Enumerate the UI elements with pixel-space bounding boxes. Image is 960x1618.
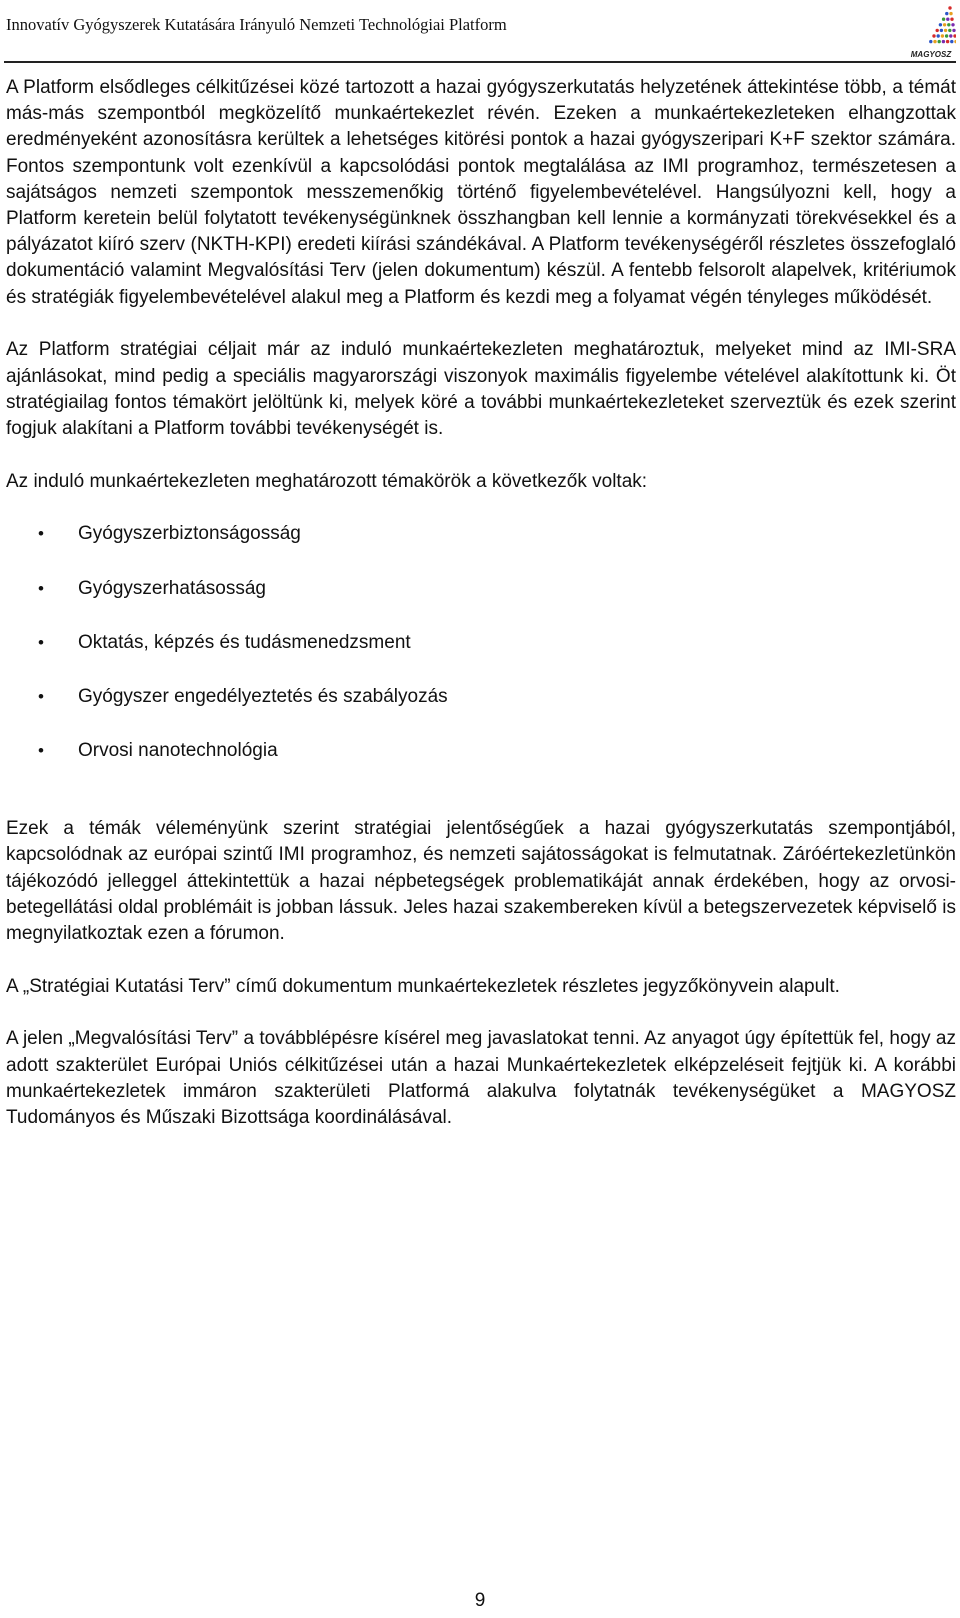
logo-dot — [946, 18, 949, 21]
list-item — [6, 576, 956, 602]
logo-dot — [944, 29, 947, 32]
logo-dot — [948, 6, 951, 9]
topic-label: Gyógyszerbiztonságosság — [78, 523, 301, 545]
logo-dot — [929, 40, 932, 43]
bullet-icon: • — [38, 632, 44, 652]
logo-dot — [949, 34, 952, 37]
topic-label: Orvosi nanotechnológia — [78, 740, 278, 762]
paragraph-4: Ezek a témák véleményünk szerint stratégiai jelentőségűek a hazai gyógyszerkutatás szempontjából, kapcsolódnak az európai szintű IMI programhoz, és nemzeti sajátosságokat is felmutatnak. Záróértekezletünkön tájékozódó jelleggel áttekintettük a hazai népbetegségek problematikáját annak érdekében, hogy az orvosi- betegellátási oldal problémáit is jobban lássuk. Jeles hazai szakembereken kívül a betegszervezetek képviselő is megnyilatkoztak ezen a fórumon. — [6, 818, 956, 944]
paragraph-2: Az Platform stratégiai céljait már az induló munkaértekezleten meghatároztuk, melyeket mind az IMI-SRA ajánlásokat, mind pedig a speciális magyarországi viszonyok maximális figyelembe vételével alakítottunk ki. Öt stratégiailag fontos témakört jelöltünk ki, melyek köré a további munkaértekezleteket szerveztük és ezek szerint fogjuk alakítani a Platform további tevékenységét is. — [6, 339, 956, 439]
header-title: Innovatív Gyógyszerek Kutatására Irányuló Nemzeti Technológiai Platform — [6, 15, 507, 34]
magyosz-logo-icon — [906, 2, 956, 60]
page-header — [0, 0, 960, 62]
topic-label: Gyógyszer engedélyeztetés és szabályozás — [78, 685, 448, 707]
document-body — [6, 75, 956, 1158]
paragraph-6: A jelen „Megvalósítási Terv” a továbblépésre kísérel meg javaslatokat tenni. Az anyagot úgy építettük fel, hogy az adott szakterület Európai Uniós célkitűzései után a hazai Munkaértekezletek elképzeléseit fejtjük ki. A korábbi munkaértekezletek immáron szakterületi Platformá alakulva folytatnák tevékenységüket a MAGYOSZ Tudományos és Műszaki Bizottsága koordinálásával. — [6, 1028, 956, 1128]
bullet-icon: • — [38, 578, 44, 598]
logo-dot — [945, 34, 948, 37]
logo-dot — [952, 29, 955, 32]
logo-dot — [953, 34, 956, 37]
logo-dot — [943, 23, 946, 26]
paragraph-1: A Platform elsődleges célkitűzései közé tartozott a hazai gyógyszerkutatás helyzetének áttekintése több, a témát más-más szempontból megközelítő munkaértekezlet révén. Ezeken a munkaértekezleteken elhangzottak eredményeként azonosításra kerültek a lehetséges kitörési pontok a hazai gyógyszeripari K+F szektor számára. Fontos szempontunk volt ezenkívül a kapcsolódási pontok megtalálása az IMI programhoz, természetesen a sajátságos nemzeti szempontok messzemenőkig történő figyelembevételével. Hangsúlyozni kell, hogy a Platform keretein belül folytatott tevékenységünknek összhangban kell lennie a kormányzati törekvésekkel és a pályázatot kiíró szerv (NKTH-KPI) eredeti kiírási szándékával. A Platform tevékenységéről részletes összefoglaló dokumentáció valamint Megvalósítási Terv (jelen dokumentum) készül. A fentebb felsorolt alapelvek, kritériumok és stratégiák figyelembevételével alakul meg a Platform és kezdi meg a folyamat végén tényleges működését. — [6, 77, 956, 308]
topic-label: Gyógyszerhatásosság — [78, 577, 266, 599]
logo-dot — [941, 34, 944, 37]
logo-dot — [950, 18, 953, 21]
logo-dot — [945, 12, 948, 15]
logo-dot — [942, 18, 945, 21]
topic-list — [6, 521, 956, 764]
logo-text: MAGYOSZ — [910, 50, 952, 59]
logo-dot — [938, 40, 941, 43]
logo-dot — [951, 23, 954, 26]
logo-dot — [948, 29, 951, 32]
logo-dot — [946, 40, 949, 43]
list-item — [6, 630, 956, 656]
list-item — [6, 738, 956, 764]
bullet-icon: • — [38, 741, 44, 761]
logo-dot — [950, 40, 953, 43]
logo-dot — [932, 34, 935, 37]
logo-dot — [942, 40, 945, 43]
header-divider — [4, 61, 956, 63]
bullet-icon: • — [38, 524, 44, 544]
paragraph-5: A „Stratégiai Kutatási Terv” című dokumentum munkaértekezletek részletes jegyzőkönyvein alapult. — [6, 975, 840, 997]
logo-dot — [933, 40, 936, 43]
list-item — [6, 521, 956, 547]
logo-dot — [937, 34, 940, 37]
paragraph-3: Az induló munkaértekezleten meghatározott témakörök a következők voltak: — [6, 470, 648, 492]
magyosz-logo — [906, 2, 956, 60]
page-number: 9 — [474, 1590, 486, 1611]
logo-dot — [949, 12, 952, 15]
logo-dot — [954, 40, 956, 43]
logo-dot — [940, 29, 943, 32]
logo-dot — [936, 29, 939, 32]
list-item — [6, 684, 956, 710]
logo-dot — [947, 23, 950, 26]
topic-label: Oktatás, képzés és tudásmenedzsment — [78, 631, 411, 653]
bullet-icon: • — [38, 686, 44, 706]
logo-dot — [939, 23, 942, 26]
